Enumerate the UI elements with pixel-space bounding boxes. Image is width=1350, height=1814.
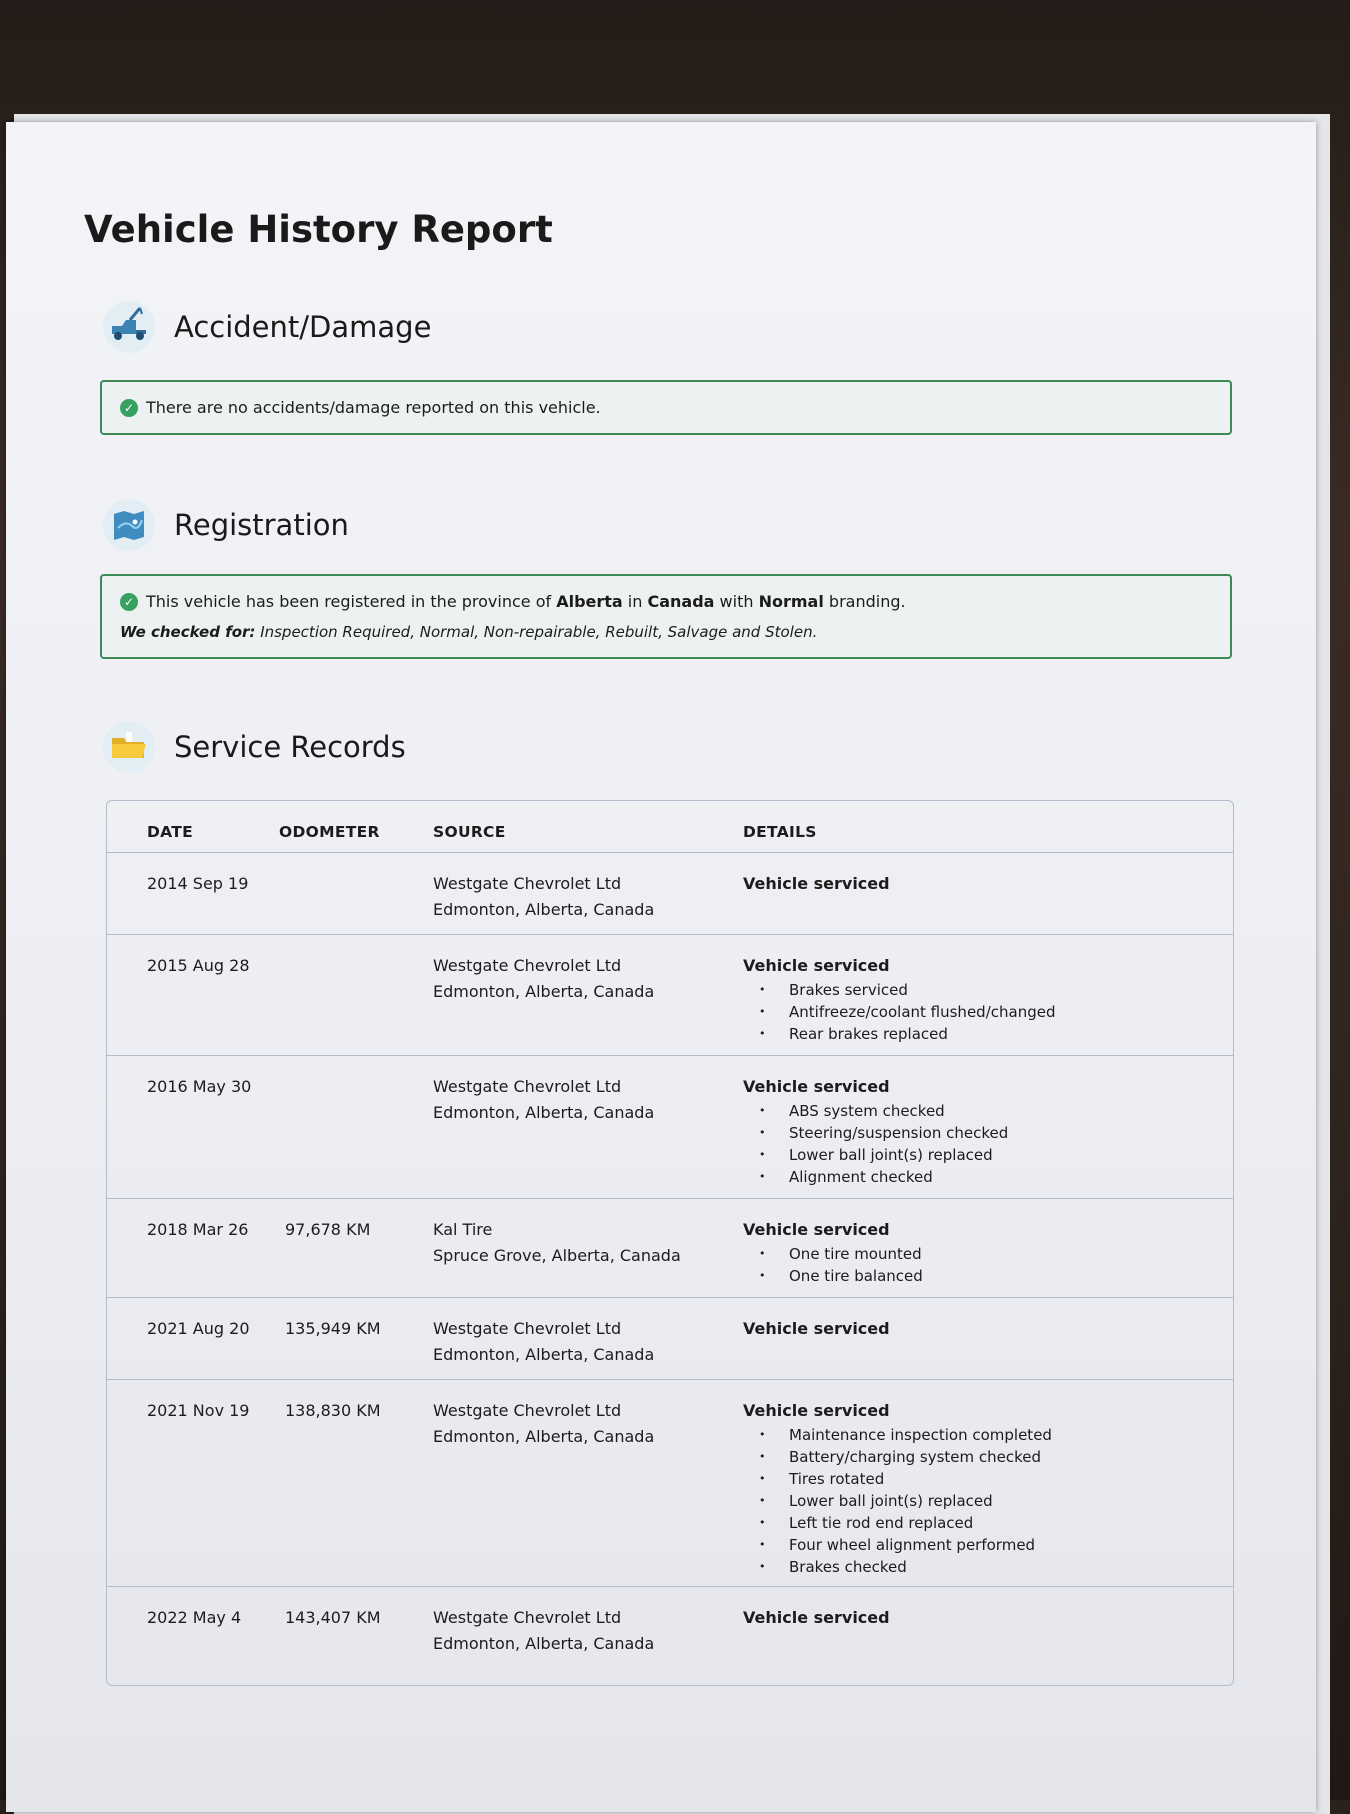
registration-country: Canada <box>647 592 715 611</box>
list-item: • Antifreeze/coolant flushed/changed <box>743 1001 1233 1023</box>
accident-section-header <box>102 300 431 354</box>
registration-message <box>146 592 906 611</box>
service-records-table <box>106 800 1234 1686</box>
service-section-header <box>102 720 406 774</box>
row-source <box>433 1074 743 1198</box>
row-details <box>743 1398 1233 1586</box>
row-odometer: 135,949 KM <box>285 1319 381 1338</box>
row-odometer <box>279 953 433 1055</box>
map-icon <box>102 498 156 552</box>
list-item: • Maintenance inspection completed <box>743 1424 1233 1446</box>
list-item: • Battery/charging system checked <box>743 1446 1233 1468</box>
row-details <box>743 1074 1233 1198</box>
table-row <box>107 1298 1233 1380</box>
detail-headline: Vehicle serviced <box>743 1401 890 1420</box>
row-source <box>433 871 743 934</box>
list-item: • One tire mounted <box>743 1243 1233 1265</box>
row-date: 2015 Aug 28 <box>147 956 250 975</box>
accident-message: There are no accidents/damage reported on this vehicle. <box>146 398 601 417</box>
list-item: • One tire balanced <box>743 1265 1233 1287</box>
row-odometer <box>279 871 433 934</box>
service-heading: Service Records <box>174 730 406 764</box>
checked-for-line <box>120 623 1212 641</box>
row-source <box>433 1605 743 1677</box>
page-title: Vehicle History Report <box>84 208 553 251</box>
list-item: • Steering/suspension checked <box>743 1122 1233 1144</box>
registration-heading: Registration <box>174 508 349 542</box>
source-name: Westgate Chevrolet Ltd <box>433 1608 622 1627</box>
table-row <box>107 1380 1233 1587</box>
detail-list <box>743 1424 1233 1578</box>
accident-heading: Accident/Damage <box>174 310 432 344</box>
source-location: Edmonton, Alberta, Canada <box>433 982 655 1001</box>
tow-truck-icon <box>102 300 156 354</box>
list-item: • Lower ball joint(s) replaced <box>743 1490 1233 1512</box>
column-header-details: DETAILS <box>743 823 817 841</box>
list-item: • ABS system checked <box>743 1100 1233 1122</box>
source-name: Kal Tire <box>433 1220 493 1239</box>
source-name: Westgate Chevrolet Ltd <box>433 1319 622 1338</box>
detail-headline: Vehicle serviced <box>743 1319 890 1338</box>
check-circle-icon: ✓ <box>120 593 138 611</box>
detail-headline: Vehicle serviced <box>743 1220 890 1239</box>
registration-province: Alberta <box>556 592 623 611</box>
row-odometer: 138,830 KM <box>285 1401 381 1420</box>
registration-text: This vehicle has been registered in the province of <box>146 592 557 611</box>
list-item: • Rear brakes replaced <box>743 1023 1233 1045</box>
detail-headline: Vehicle serviced <box>743 874 890 893</box>
list-item: • Alignment checked <box>743 1166 1233 1188</box>
row-odometer: 143,407 KM <box>285 1608 381 1627</box>
list-item: • Left tie rod end replaced <box>743 1512 1233 1534</box>
row-details <box>743 953 1233 1055</box>
row-odometer <box>279 1074 433 1198</box>
source-location: Edmonton, Alberta, Canada <box>433 1427 655 1446</box>
registration-branding: Normal <box>758 592 824 611</box>
row-details <box>743 1217 1233 1297</box>
source-location: Edmonton, Alberta, Canada <box>433 900 655 919</box>
source-name: Westgate Chevrolet Ltd <box>433 956 622 975</box>
row-date: 2016 May 30 <box>147 1077 252 1096</box>
list-item: • Brakes checked <box>743 1556 1233 1578</box>
source-location: Edmonton, Alberta, Canada <box>433 1103 655 1122</box>
check-circle-icon: ✓ <box>120 399 138 417</box>
row-source <box>433 1217 743 1297</box>
list-item: • Brakes serviced <box>743 979 1233 1001</box>
source-name: Westgate Chevrolet Ltd <box>433 1401 622 1420</box>
list-item: • Lower ball joint(s) replaced <box>743 1144 1233 1166</box>
row-date: 2018 Mar 26 <box>147 1220 249 1239</box>
checked-for-list: Inspection Required, Normal, Non-repairable, Rebuilt, Salvage and Stolen. <box>255 623 818 641</box>
row-details <box>743 1316 1233 1379</box>
registration-text: with <box>714 592 759 611</box>
row-source <box>433 1316 743 1379</box>
source-location: Edmonton, Alberta, Canada <box>433 1634 655 1653</box>
row-details <box>743 1605 1233 1677</box>
registration-section-header <box>102 498 349 552</box>
column-header-odometer: ODOMETER <box>279 823 380 841</box>
registration-notice <box>100 574 1232 659</box>
source-location: Spruce Grove, Alberta, Canada <box>433 1246 681 1265</box>
row-odometer: 97,678 KM <box>285 1220 371 1239</box>
column-header-source: SOURCE <box>433 823 506 841</box>
registration-text: in <box>622 592 648 611</box>
table-row <box>107 1056 1233 1199</box>
source-name: Westgate Chevrolet Ltd <box>433 874 622 893</box>
row-date: 2021 Nov 19 <box>147 1401 250 1420</box>
row-date: 2021 Aug 20 <box>147 1319 250 1338</box>
detail-list <box>743 1243 1233 1287</box>
row-source <box>433 1398 743 1586</box>
detail-headline: Vehicle serviced <box>743 1077 890 1096</box>
detail-headline: Vehicle serviced <box>743 956 890 975</box>
list-item: • Tires rotated <box>743 1468 1233 1490</box>
checked-for-label: We checked for: <box>120 623 256 641</box>
source-name: Westgate Chevrolet Ltd <box>433 1077 622 1096</box>
table-row <box>107 1587 1233 1677</box>
table-row <box>107 935 1233 1056</box>
accident-notice <box>100 380 1232 435</box>
row-date: 2014 Sep 19 <box>147 874 249 893</box>
detail-headline: Vehicle serviced <box>743 1608 890 1627</box>
column-header-date: DATE <box>147 823 194 841</box>
list-item: • Four wheel alignment performed <box>743 1534 1233 1556</box>
table-row <box>107 853 1233 935</box>
table-header <box>107 801 1233 853</box>
folder-icon <box>102 720 156 774</box>
table-row <box>107 1199 1233 1298</box>
detail-list <box>743 979 1233 1045</box>
row-date: 2022 May 4 <box>147 1608 242 1627</box>
detail-list <box>743 1100 1233 1188</box>
row-source <box>433 953 743 1055</box>
source-location: Edmonton, Alberta, Canada <box>433 1345 655 1364</box>
row-details <box>743 871 1233 934</box>
registration-text: branding. <box>823 592 906 611</box>
